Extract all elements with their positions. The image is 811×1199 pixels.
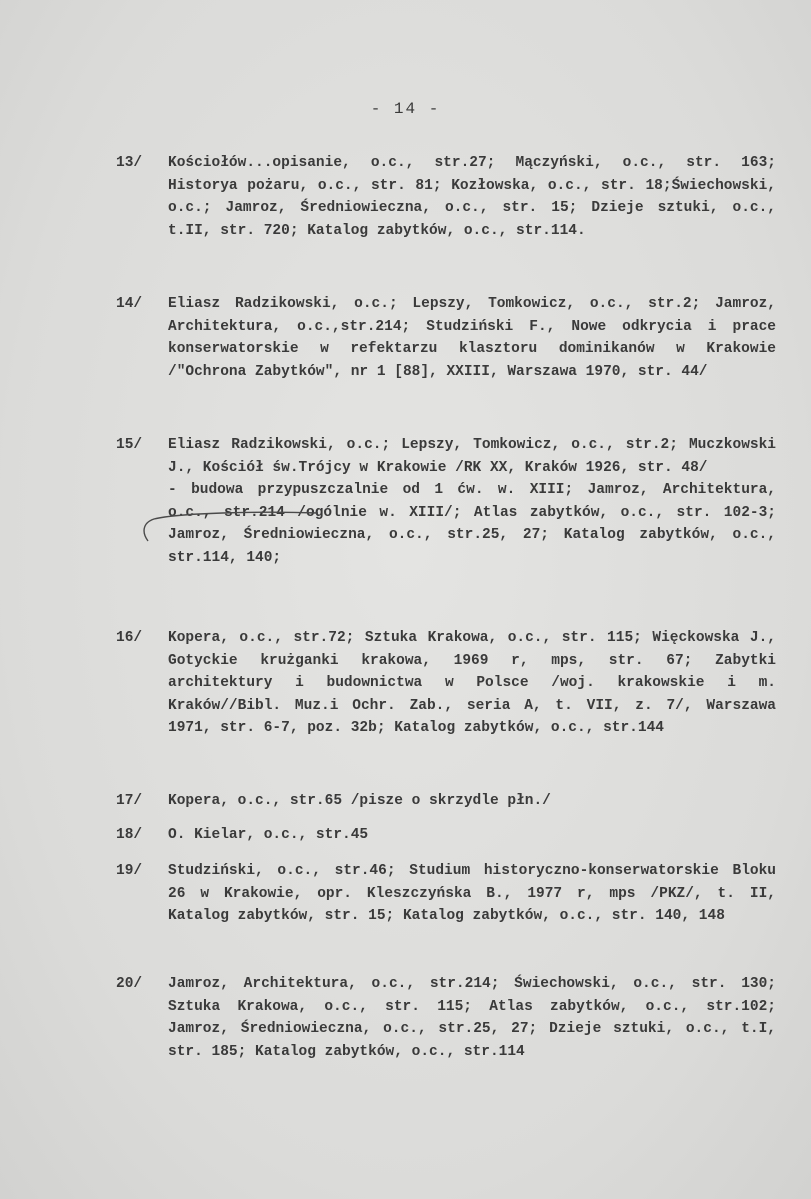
footnote-17 (116, 790, 776, 813)
footnote-13 (116, 152, 776, 242)
footnote-text: Kościołów...opisanie, o.c., str.27; Mączyński, o.c., str. 163; Historya pożaru, o.c., str. 81; Kozłowska, o.c., str. 18;Świechowski, o.c.; Jamroz, Średniowieczna, o.c., str. 15; Dzieje sztuki, o.c., t.II, str. 720; Katalog zabytków, o.c., str.114. (168, 155, 776, 239)
footnote-number: 14/ (116, 296, 143, 312)
page-number: - 14 - (370, 100, 441, 118)
footnote-14 (116, 293, 776, 383)
footnote-number: 13/ (116, 155, 143, 171)
footnote-number: 20/ (116, 976, 143, 992)
footnote-text: O. Kielar, o.c., str.45 (168, 827, 369, 843)
footnote-text: Kopera, o.c., str.65 /pisze o skrzydle płn./ (168, 793, 551, 809)
footnote-text: Jamroz, Architektura, o.c., str.214; Świechowski, o.c., str. 130; Sztuka Krakowa, o.c., str. 115; Atlas zabytków, o.c., str.102; Jamroz, Średniowieczna, o.c., str.25, 27; Dzieje sztuki, o.c., t.I, str. 185; Katalog zabytków, o.c., str.114 (168, 976, 776, 1060)
footnote-text: Eliasz Radzikowski, o.c.; Lepszy, Tomkowicz, o.c., str.2; Jamroz, Architektura, o.c.,str.214; Studziński F., Nowe odkrycia i prace konserwatorskie w refektarzu klasztoru dominikanów w Krakowie /"Ochrona Zabytków", nr 1 [88], XXIII, Warszawa 1970, str. 44/ (168, 296, 776, 380)
footnote-19 (116, 860, 776, 928)
footnote-text: Kopera, o.c., str.72; Sztuka Krakowa, o.c., str. 115; Więckowska J., Gotyckie krużganki krakowa, 1969 r, mps, str. 67; Zabytki architektury i budownictwa w Polsce /woj. krakowskie i m. Kraków//Bibl. Muz.i Ochr. Zab., seria A, t. VII, z. 7/, Warszawa 1971, str. 6-7, poz. 32b; Katalog zabytków, o.c., str.144 (168, 630, 776, 736)
footnote-text: Studziński, o.c., str.46; Studium historyczno-konserwatorskie Bloku 26 w Krakowie, opr. Kleszczyńska B., 1977 r, mps /PKZ/, t. II, Katalog zabytków, str. 15; Katalog zabytków, o.c., str. 140, 148 (168, 863, 776, 924)
handwritten-bracket-mark (138, 505, 338, 545)
footnote-number: 15/ (116, 437, 143, 453)
footnote-15 (116, 434, 776, 569)
footnote-number: 16/ (116, 630, 143, 646)
footnote-number: 19/ (116, 863, 143, 879)
footnote-20 (116, 973, 776, 1063)
footnote-16 (116, 627, 776, 740)
footnote-text: Eliasz Radzikowski, o.c.; Lepszy, Tomkowicz, o.c., str.2; Muczkowski J., Kościół św.Trójcy w Krakowie /RK XX, Kraków 1926, str. 48/ - budowa przypuszczalnie od 1 ćw. w. XIII; Jamroz, Architektura, o.c., str.214 /ogólnie w. XIII/; Atlas zabytków, o.c., str. 102-3; Jamroz, Średniowieczna, o.c., str.25, 27; Katalog zabytków, o.c., str.114, 140; (168, 437, 776, 566)
footnote-18 (116, 824, 776, 847)
footnote-number: 18/ (116, 827, 143, 843)
footnote-number: 17/ (116, 793, 143, 809)
